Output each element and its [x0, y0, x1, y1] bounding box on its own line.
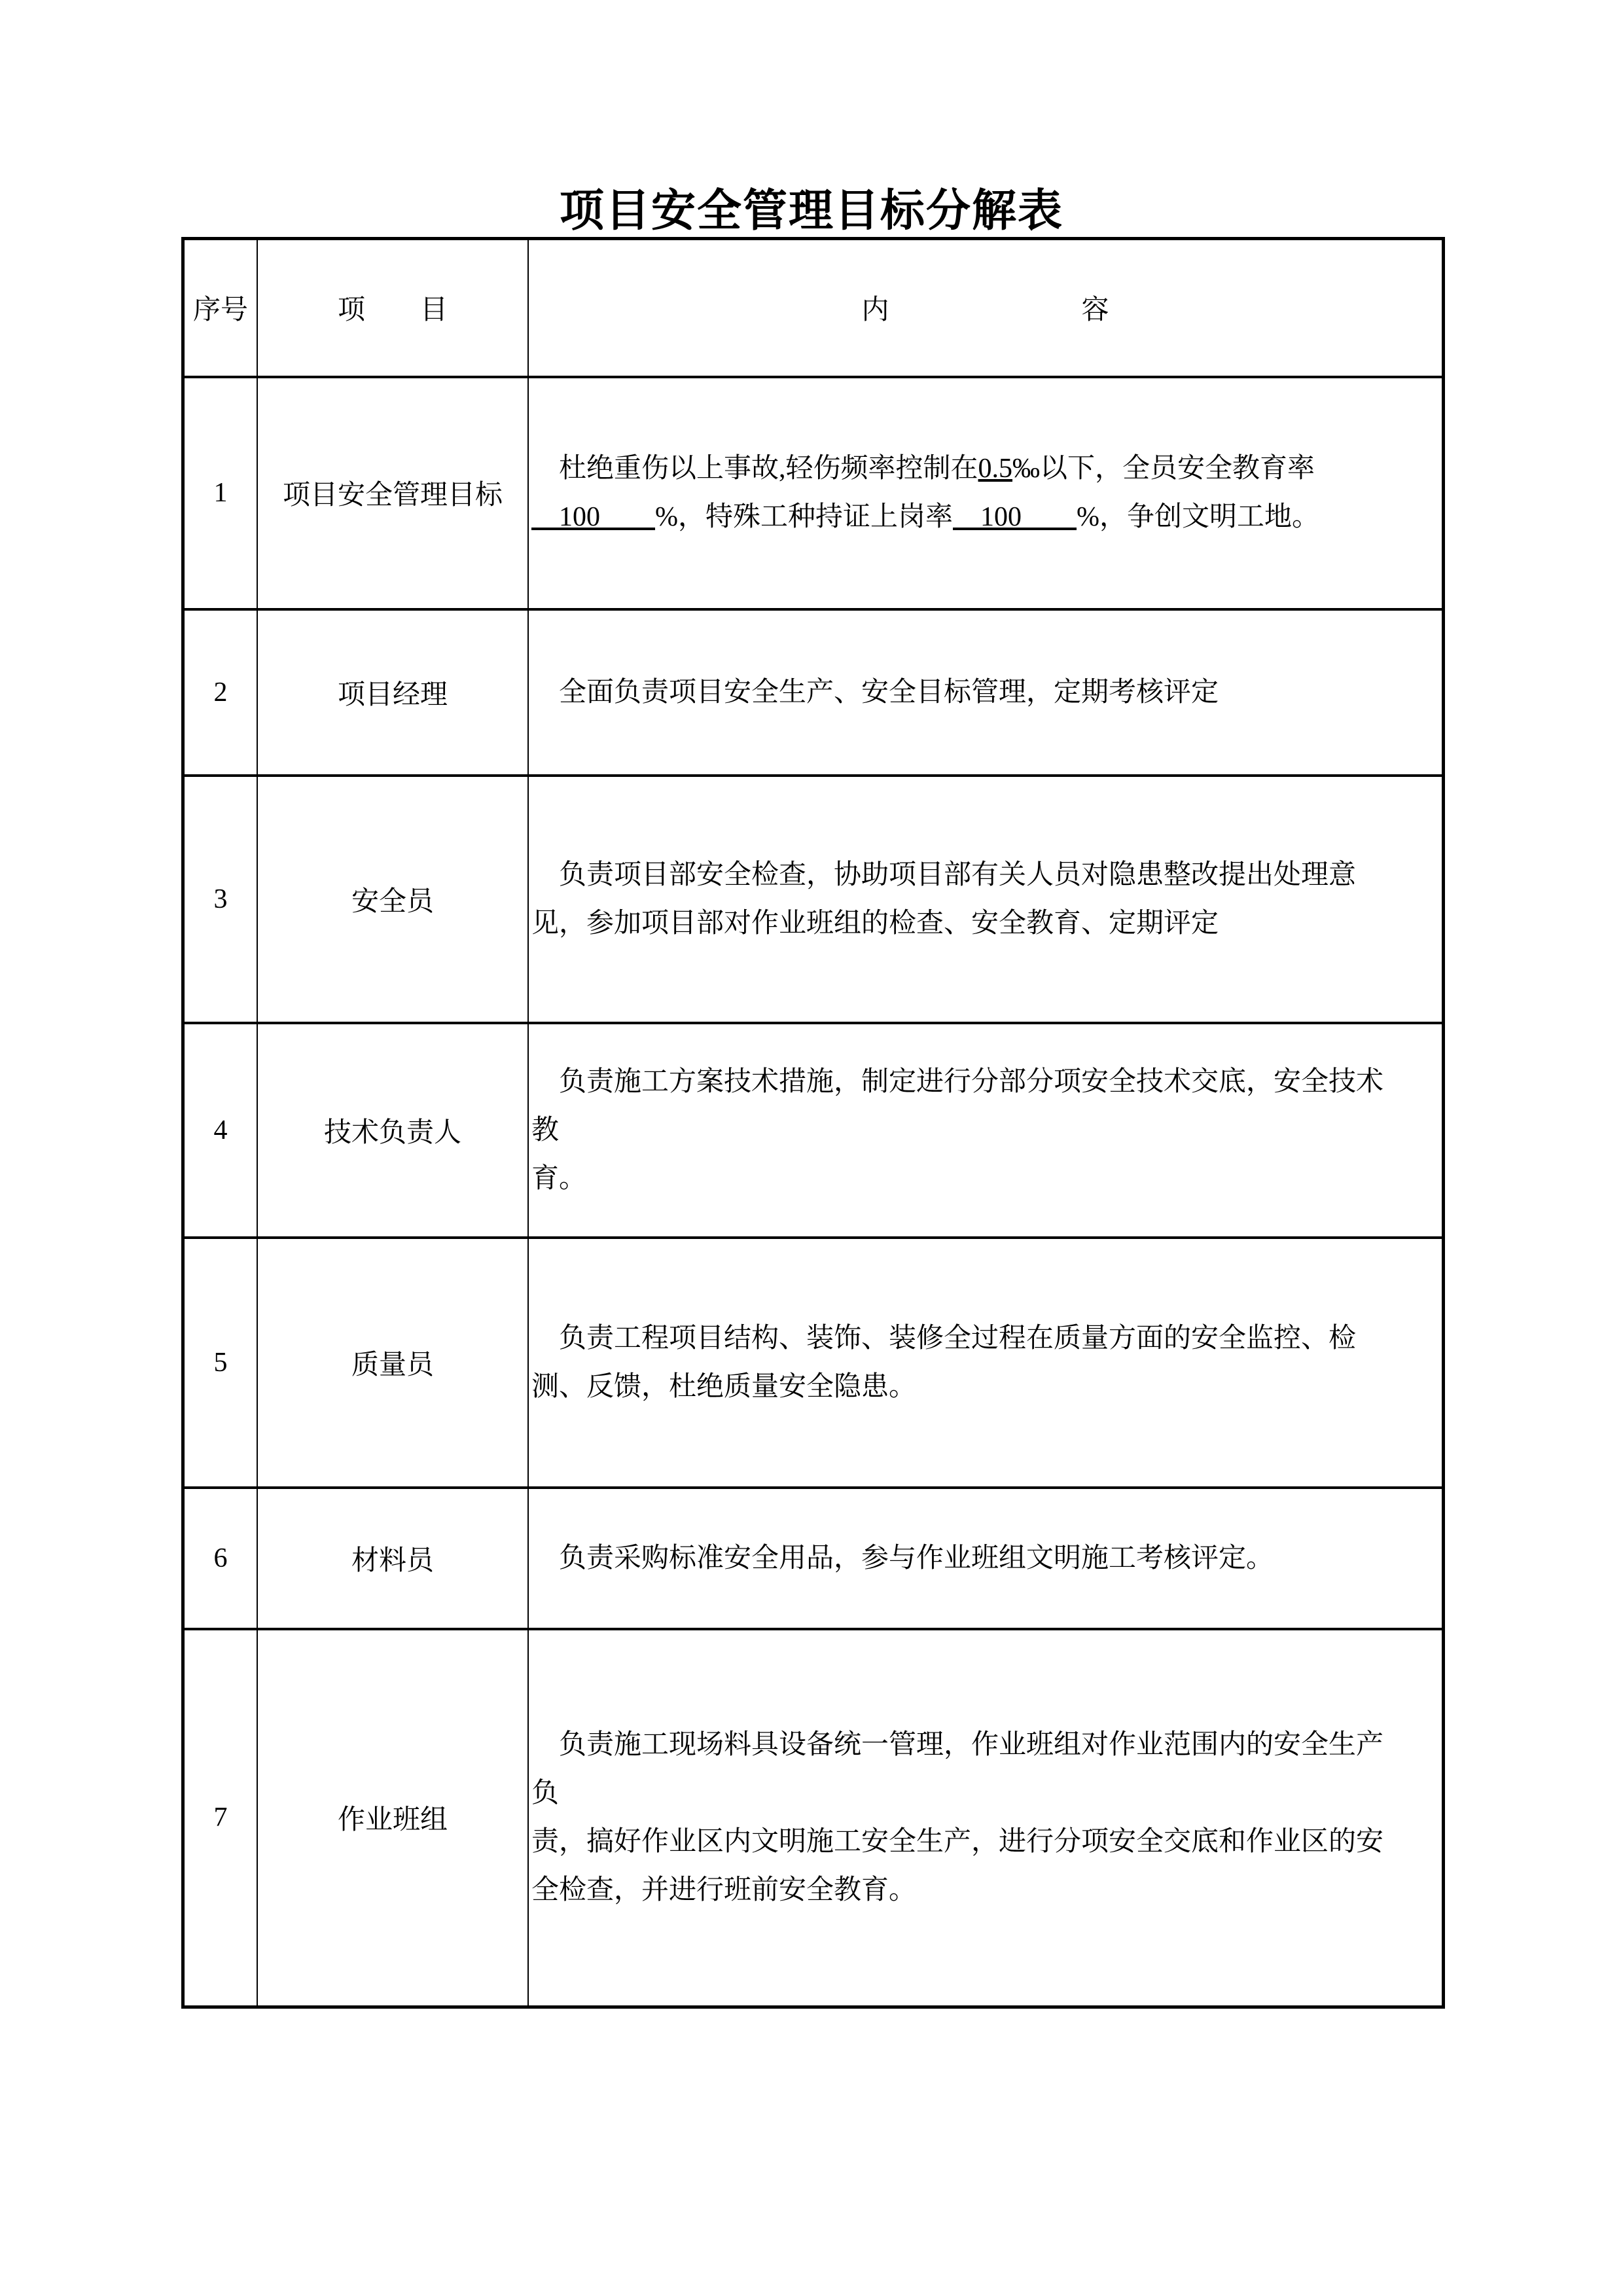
row-no: 4	[183, 1023, 258, 1238]
table-header-row	[183, 239, 1444, 377]
header-item: 项 目	[257, 239, 528, 377]
row-item: 质量员	[257, 1238, 528, 1488]
row-item: 材料员	[257, 1488, 528, 1629]
row-no: 3	[183, 776, 258, 1023]
minor-injury-rate-value: 0.5	[978, 454, 1013, 484]
content-line: 负	[531, 1778, 560, 1809]
row-item: 安全员	[257, 776, 528, 1023]
row-no: 2	[183, 609, 258, 776]
table-row	[183, 377, 1444, 609]
row-item: 项目经理	[257, 609, 528, 776]
text: %，争创文明工地。	[1077, 502, 1320, 532]
header-content: 内 容	[528, 239, 1444, 377]
table-row	[183, 1023, 1444, 1238]
row-content	[528, 1023, 1444, 1238]
row-content	[528, 1238, 1444, 1488]
content-line: 测、反馈，杜绝质量安全隐患。	[531, 1371, 917, 1402]
row-content	[528, 776, 1444, 1023]
content-line: 全检查，并进行班前安全教育。	[531, 1875, 917, 1906]
row-content	[528, 609, 1444, 776]
content-line: 责，搞好作业区内文明施工安全生产，进行分项安全交底和作业区的安	[531, 1827, 1384, 1857]
content-line: 见，参加项目部对作业班组的检查、安全教育、定期评定	[531, 908, 1219, 939]
text: %，特殊工种持证上岗率	[655, 502, 954, 532]
education-rate-value: 100	[531, 502, 656, 532]
header-no: 序号	[183, 239, 258, 377]
row-item: 作业班组	[257, 1629, 528, 2007]
safety-goal-table	[181, 237, 1445, 2009]
content-line: 全面负责项目安全生产、安全目标管理，定期考核评定	[531, 677, 1219, 708]
row-no: 7	[183, 1629, 258, 2007]
content-line: 负责施工方案技术措施，制定进行分部分项安全技术交底，安全技术	[531, 1066, 1384, 1097]
table-row	[183, 776, 1444, 1023]
content-line: 育。	[531, 1163, 587, 1194]
row-content	[528, 377, 1444, 609]
row-content	[528, 1629, 1444, 2007]
content-line: 负责施工现场料具设备统一管理，作业班组对作业范围内的安全生产	[531, 1730, 1384, 1761]
table-row	[183, 1629, 1444, 2007]
row-content	[528, 1488, 1444, 1629]
table-row	[183, 1488, 1444, 1629]
content-line: 教	[531, 1115, 560, 1145]
row-no: 5	[183, 1238, 258, 1488]
row-item: 项目安全管理目标	[257, 377, 528, 609]
content-line: 负责项目部安全检查，协助项目部有关人员对隐患整改提出处理意	[531, 859, 1357, 890]
row-item: 技术负责人	[257, 1023, 528, 1238]
table-row	[183, 609, 1444, 776]
document-title: 项目安全管理目标分解表	[559, 186, 1063, 236]
row-no: 1	[183, 377, 258, 609]
row-no: 6	[183, 1488, 258, 1629]
content-line: 负责工程项目结构、装饰、装修全过程在质量方面的安全监控、检	[531, 1323, 1357, 1354]
text: 杜绝重伤以上事故,轻伤频率控制在	[531, 454, 978, 484]
certified-rate-value: 100	[953, 502, 1077, 532]
text: ‰以下，全员安全教育率	[1012, 454, 1315, 484]
content-line: 负责采购标准安全用品，参与作业班组文明施工考核评定。	[531, 1543, 1274, 1573]
table-row	[183, 1238, 1444, 1488]
